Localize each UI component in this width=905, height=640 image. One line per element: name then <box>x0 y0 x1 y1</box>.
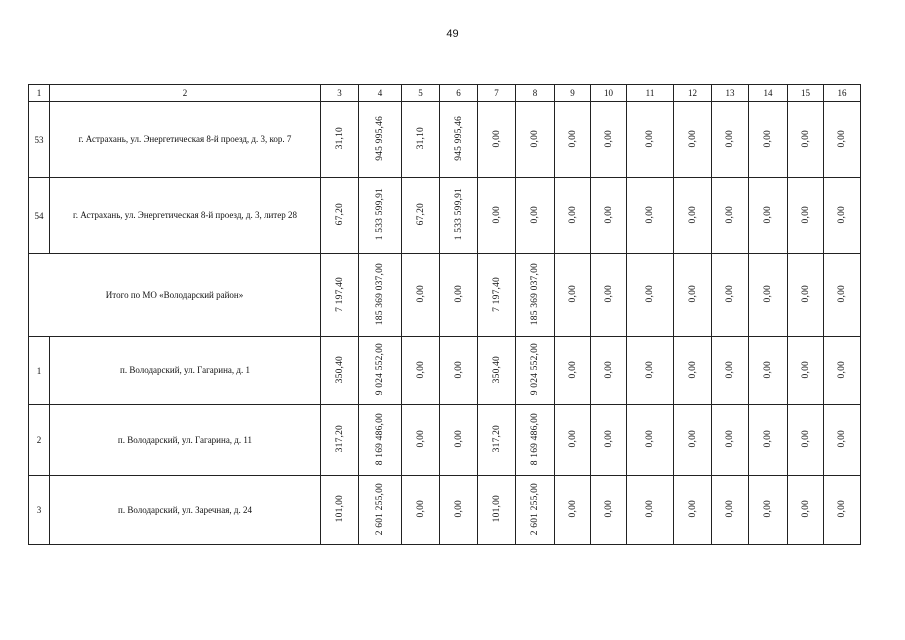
value-cell <box>824 405 861 476</box>
value-cell <box>749 337 788 405</box>
value-cell <box>555 254 591 337</box>
value-text: 0,00 <box>603 285 614 303</box>
value-text: 0,00 <box>763 430 773 448</box>
value-cell <box>591 178 627 254</box>
value-cell <box>627 337 674 405</box>
value-cell <box>824 337 861 405</box>
value-text: 0,00 <box>645 285 655 303</box>
value-text: 67,20 <box>415 203 426 226</box>
value-cell <box>440 178 478 254</box>
value-cell <box>321 254 359 337</box>
value-text: 0,00 <box>837 430 847 448</box>
value-cell <box>478 102 516 178</box>
value-cell <box>712 337 749 405</box>
value-cell <box>402 102 440 178</box>
value-cell <box>478 337 516 405</box>
value-text: 0,00 <box>725 205 735 224</box>
value-text: 1 533 599,91 <box>453 188 464 241</box>
value-cell <box>749 178 788 254</box>
value-cell <box>674 102 712 178</box>
header-cell: 9 <box>555 85 591 102</box>
value-text: 0,00 <box>453 500 464 518</box>
value-text: 0,00 <box>453 430 464 448</box>
value-cell <box>591 337 627 405</box>
value-cell <box>516 476 555 545</box>
value-cell <box>516 337 555 405</box>
value-text: 0,00 <box>645 430 655 448</box>
value-text: 0,00 <box>837 205 847 224</box>
value-text: 0,00 <box>763 360 773 379</box>
value-text: 8 169 486,00 <box>530 412 540 466</box>
row-number: 3 <box>29 476 50 545</box>
row-number: 1 <box>29 337 50 405</box>
header-cell: 3 <box>321 85 359 102</box>
header-row <box>29 85 861 102</box>
value-cell <box>712 178 749 254</box>
value-cell <box>591 102 627 178</box>
address-cell: п. Володарский, ул. Гагарина, д. 11 <box>50 405 321 476</box>
value-text: 0,00 <box>453 285 464 303</box>
address-cell: г. Астрахань, ул. Энергетическая 8-й проезд, д. 3, литер 28 <box>50 178 321 254</box>
value-cell <box>555 476 591 545</box>
header-cell: 11 <box>627 85 674 102</box>
value-text: 0,00 <box>530 205 540 224</box>
value-cell <box>440 254 478 337</box>
value-cell <box>788 405 824 476</box>
value-text: 0,00 <box>603 430 614 448</box>
value-cell <box>321 405 359 476</box>
value-text: 0,00 <box>837 285 847 303</box>
address-cell: п. Володарский, ул. Заречная, д. 24 <box>50 476 321 545</box>
value-text: 0,00 <box>567 430 578 448</box>
row-number: 54 <box>29 178 50 254</box>
table-row <box>29 405 861 476</box>
value-cell <box>824 102 861 178</box>
value-cell <box>627 405 674 476</box>
value-text: 0,00 <box>603 205 614 224</box>
value-text: 101,00 <box>491 495 502 523</box>
value-cell <box>321 337 359 405</box>
table-row <box>29 337 861 405</box>
header-cell: 12 <box>674 85 712 102</box>
value-cell <box>788 102 824 178</box>
value-text: 0,00 <box>837 500 847 518</box>
value-text: 0,00 <box>763 129 773 148</box>
row-number: 2 <box>29 405 50 476</box>
value-text: 0,00 <box>567 285 578 303</box>
value-cell <box>402 337 440 405</box>
value-text: 0,00 <box>491 205 502 224</box>
value-text: 0,00 <box>763 205 773 224</box>
value-cell <box>359 405 402 476</box>
value-cell <box>440 337 478 405</box>
value-text: 0,00 <box>837 360 847 379</box>
value-cell <box>674 337 712 405</box>
header-cell: 2 <box>50 85 321 102</box>
value-text: 0,00 <box>645 500 655 518</box>
total-row <box>29 254 861 337</box>
value-text: 0,00 <box>645 360 655 379</box>
value-cell <box>824 476 861 545</box>
value-cell <box>555 178 591 254</box>
value-text: 0,00 <box>687 430 698 448</box>
value-text: 0,00 <box>687 285 698 303</box>
value-text: 945 995,46 <box>375 116 385 161</box>
value-cell <box>674 405 712 476</box>
value-cell <box>402 178 440 254</box>
value-text: 31,10 <box>415 127 426 150</box>
value-text: 0,00 <box>453 360 464 379</box>
value-text: 0,00 <box>687 500 698 518</box>
value-cell <box>712 102 749 178</box>
value-text: 0,00 <box>645 205 655 224</box>
value-cell <box>478 405 516 476</box>
value-cell <box>402 405 440 476</box>
value-cell <box>627 178 674 254</box>
value-cell <box>674 254 712 337</box>
table-row <box>29 476 861 545</box>
value-cell <box>555 337 591 405</box>
value-cell <box>674 178 712 254</box>
table-row <box>29 102 861 178</box>
value-text: 0,00 <box>603 360 614 379</box>
value-text: 0,00 <box>687 205 698 224</box>
value-cell <box>627 102 674 178</box>
value-text: 0,00 <box>800 500 811 518</box>
value-cell <box>712 476 749 545</box>
value-text: 0,00 <box>603 129 614 148</box>
value-text: 185 369 037,00 <box>530 262 540 326</box>
address-cell: г. Астрахань, ул. Энергетическая 8-й проезд, д. 3, кор. 7 <box>50 102 321 178</box>
value-text: 101,00 <box>334 495 345 523</box>
header-cell: 5 <box>402 85 440 102</box>
value-cell <box>674 476 712 545</box>
value-cell <box>478 178 516 254</box>
value-cell <box>824 254 861 337</box>
value-cell <box>627 476 674 545</box>
value-text: 2 601 255,00 <box>530 482 540 536</box>
value-cell <box>440 476 478 545</box>
value-text: 0,00 <box>603 500 614 518</box>
value-cell <box>749 405 788 476</box>
header-cell: 15 <box>788 85 824 102</box>
value-text: 0,00 <box>800 285 811 303</box>
value-text: 0,00 <box>415 285 426 303</box>
header-cell: 7 <box>478 85 516 102</box>
value-text: 0,00 <box>567 205 578 224</box>
value-text: 0,00 <box>725 129 735 148</box>
header-cell: 10 <box>591 85 627 102</box>
value-cell <box>359 254 402 337</box>
value-cell <box>478 254 516 337</box>
value-cell <box>402 476 440 545</box>
value-cell <box>788 476 824 545</box>
value-text: 0,00 <box>800 129 811 148</box>
header-cell: 8 <box>516 85 555 102</box>
value-text: 0,00 <box>567 360 578 379</box>
value-text: 317,20 <box>491 425 502 453</box>
value-text: 0,00 <box>415 430 426 448</box>
value-text: 0,00 <box>415 360 426 379</box>
value-cell <box>516 405 555 476</box>
value-cell <box>359 476 402 545</box>
value-cell <box>321 102 359 178</box>
value-cell <box>555 405 591 476</box>
value-text: 0,00 <box>725 285 735 303</box>
header-cell: 14 <box>749 85 788 102</box>
value-text: 0,00 <box>763 500 773 518</box>
value-cell <box>591 254 627 337</box>
value-cell <box>591 405 627 476</box>
value-cell <box>555 102 591 178</box>
value-text: 1 533 599,91 <box>375 188 385 241</box>
value-cell <box>712 405 749 476</box>
header-cell: 1 <box>29 85 50 102</box>
value-text: 8 169 486,00 <box>375 412 385 466</box>
value-text: 0,00 <box>837 129 847 148</box>
value-text: 0,00 <box>800 360 811 379</box>
data-table <box>28 84 861 545</box>
value-cell <box>516 102 555 178</box>
table-row <box>29 178 861 254</box>
value-text: 7 197,40 <box>491 276 502 312</box>
header-cell: 13 <box>712 85 749 102</box>
value-text: 0,00 <box>645 129 655 148</box>
value-text: 0,00 <box>415 500 426 518</box>
value-text: 0,00 <box>567 500 578 518</box>
value-text: 0,00 <box>530 129 540 148</box>
value-cell <box>749 476 788 545</box>
value-cell <box>749 254 788 337</box>
value-cell <box>627 254 674 337</box>
value-cell <box>440 102 478 178</box>
value-cell <box>478 476 516 545</box>
value-text: 0,00 <box>763 285 773 303</box>
value-cell <box>402 254 440 337</box>
value-text: 350,40 <box>334 355 345 384</box>
value-cell <box>788 254 824 337</box>
value-text: 7 197,40 <box>334 276 345 312</box>
value-cell <box>749 102 788 178</box>
value-text: 31,10 <box>334 127 345 150</box>
value-cell <box>712 254 749 337</box>
value-text: 0,00 <box>687 129 698 148</box>
value-cell <box>824 178 861 254</box>
value-cell <box>359 178 402 254</box>
header-cell: 4 <box>359 85 402 102</box>
value-cell <box>440 405 478 476</box>
value-cell <box>591 476 627 545</box>
value-text: 0,00 <box>800 205 811 224</box>
value-cell <box>788 337 824 405</box>
total-label: Итого по МО «Володарский район» <box>29 254 321 337</box>
value-cell <box>516 254 555 337</box>
value-text: 9 024 552,00 <box>375 343 385 396</box>
value-text: 0,00 <box>567 129 578 148</box>
address-cell: п. Володарский, ул. Гагарина, д. 1 <box>50 337 321 405</box>
value-text: 0,00 <box>800 430 811 448</box>
value-text: 317,20 <box>334 425 345 453</box>
value-text: 945 995,46 <box>453 116 464 161</box>
value-text: 0,00 <box>491 129 502 148</box>
value-cell <box>359 102 402 178</box>
value-cell <box>359 337 402 405</box>
header-cell: 6 <box>440 85 478 102</box>
value-text: 9 024 552,00 <box>530 343 540 396</box>
value-text: 67,20 <box>334 203 345 226</box>
row-number: 53 <box>29 102 50 178</box>
value-cell <box>788 178 824 254</box>
header-cell: 16 <box>824 85 861 102</box>
value-text: 0,00 <box>725 430 735 448</box>
value-text: 0,00 <box>725 360 735 379</box>
value-cell <box>321 178 359 254</box>
value-text: 0,00 <box>687 360 698 379</box>
value-text: 2 601 255,00 <box>375 482 385 536</box>
value-cell <box>516 178 555 254</box>
value-text: 350,40 <box>491 355 502 384</box>
page-number: 49 <box>446 28 459 40</box>
value-cell <box>321 476 359 545</box>
value-text: 0,00 <box>725 500 735 518</box>
value-text: 185 369 037,00 <box>375 262 385 326</box>
